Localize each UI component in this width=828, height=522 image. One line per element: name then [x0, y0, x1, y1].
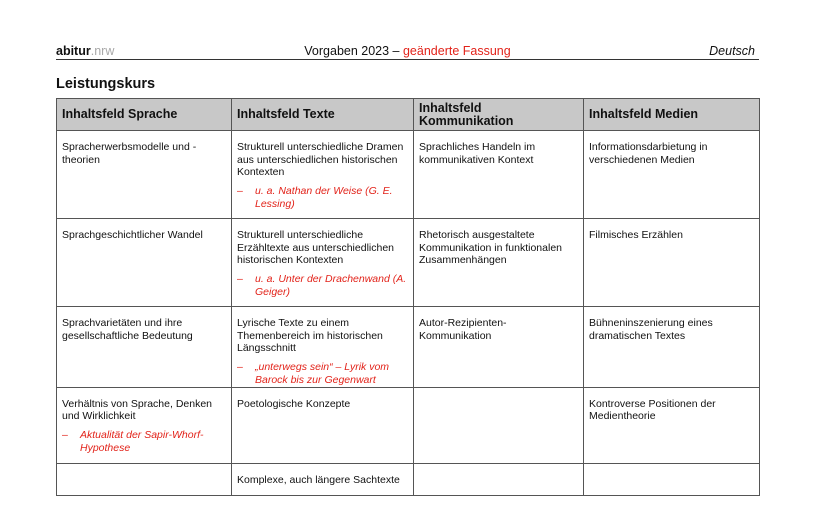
cell-text: Strukturell unterschiedliche Erzähltexte aus unterschiedlichen historischen Kontexten: [237, 229, 395, 267]
cell-text: Sprachliches Handeln im kommunikativen Kontext: [419, 141, 536, 166]
cell-text: Kontroverse Positionen der Medientheorie: [589, 397, 716, 423]
column-header-texte: Inhaltsfeld Texte: [232, 99, 414, 131]
cell-kommunikation: [414, 463, 584, 495]
logo-main: abitur: [56, 44, 91, 58]
cell-texte: [232, 463, 414, 495]
note-text: u. a. Nathan der Weise (G. E. Lessing): [255, 185, 393, 210]
table-row: [57, 219, 760, 307]
cell-text: Sprachvarietäten und ihre gesellschaftliche Bedeutung: [62, 317, 193, 342]
cell-medien: [584, 307, 760, 388]
column-header-sprache: Inhaltsfeld Sprache: [57, 99, 232, 131]
cell-kommunikation: [414, 131, 584, 219]
note-text: „unterwegs sein“ – Lyrik vom Barock bis zur Gegenwart: [255, 361, 390, 386]
logo-domain: .nrw: [90, 44, 115, 58]
example-note: [237, 185, 408, 210]
note-text: Aktualität der Sapir-Whorf-Hypothese: [80, 428, 204, 454]
table-header-row: [57, 99, 760, 131]
cell-text: Autor-Rezipienten-Kommunikation: [419, 317, 507, 342]
cell-kommunikation: [414, 307, 584, 388]
cell-medien: [584, 219, 760, 307]
table-row: [57, 307, 760, 388]
example-note: [237, 273, 408, 298]
note-dash: –: [237, 185, 243, 198]
title-prefix: Vorgaben 2023 –: [304, 44, 403, 58]
cell-text: Informationsdarbietung in verschiedenen Medien: [589, 141, 708, 166]
note-dash: –: [237, 273, 243, 286]
cell-medien: [584, 387, 760, 463]
cell-texte: [232, 307, 414, 388]
column-header-kommunikation: Inhaltsfeld Kommunikation: [414, 99, 584, 131]
content-table: [56, 98, 760, 496]
table-row: [57, 387, 760, 463]
cell-text: Strukturell unterschiedliche Dramen aus unterschiedlichen historischen Kontexten: [237, 141, 404, 179]
cell-sprache: [57, 307, 232, 388]
cell-medien: [584, 463, 760, 495]
table-row: [57, 463, 760, 495]
page-header: [56, 44, 759, 60]
cell-text: Spracherwerbsmodelle und -theorien: [62, 141, 197, 166]
cell-texte: [232, 131, 414, 219]
section-title: Leistungskurs: [56, 76, 156, 92]
cell-kommunikation: [414, 219, 584, 307]
note-dash: –: [62, 428, 68, 441]
cell-texte: [232, 387, 414, 463]
cell-text: Lyrische Texte zu einem Themenbereich im historischen Längsschnitt: [237, 317, 383, 355]
cell-sprache: [57, 463, 232, 495]
cell-text: Sprachgeschichtlicher Wandel: [62, 229, 203, 241]
cell-sprache: [57, 219, 232, 307]
cell-text: Rhetorisch ausgestaltete Kommunikation in funktionalen Zusammenhängen: [419, 229, 563, 267]
cell-text: Komplexe, auch längere Sachtexte: [237, 473, 400, 486]
example-note: [237, 361, 408, 386]
subject-label: Deutsch: [709, 44, 755, 58]
column-header-medien: Inhaltsfeld Medien: [584, 99, 760, 131]
cell-sprache: [57, 131, 232, 219]
title-changed-marker: geänderte Fassung: [402, 44, 511, 58]
note-text: u. a. Unter der Drachenwand (A. Geiger): [255, 273, 407, 298]
cell-medien: [584, 131, 760, 219]
document-title: [56, 44, 759, 58]
cell-text: Poetologische Konzepte: [237, 397, 351, 410]
table-row: [57, 131, 760, 219]
example-note: [62, 429, 226, 454]
cell-sprache: [57, 387, 232, 463]
cell-texte: [232, 219, 414, 307]
cell-kommunikation: [414, 387, 584, 463]
cell-text: Verhältnis von Sprache, Denken und Wirklichkeit: [62, 397, 213, 423]
cell-text: Filmisches Erzählen: [589, 229, 683, 241]
cell-text: Bühneninszenierung eines dramatischen Textes: [589, 317, 713, 342]
note-dash: –: [237, 361, 243, 374]
